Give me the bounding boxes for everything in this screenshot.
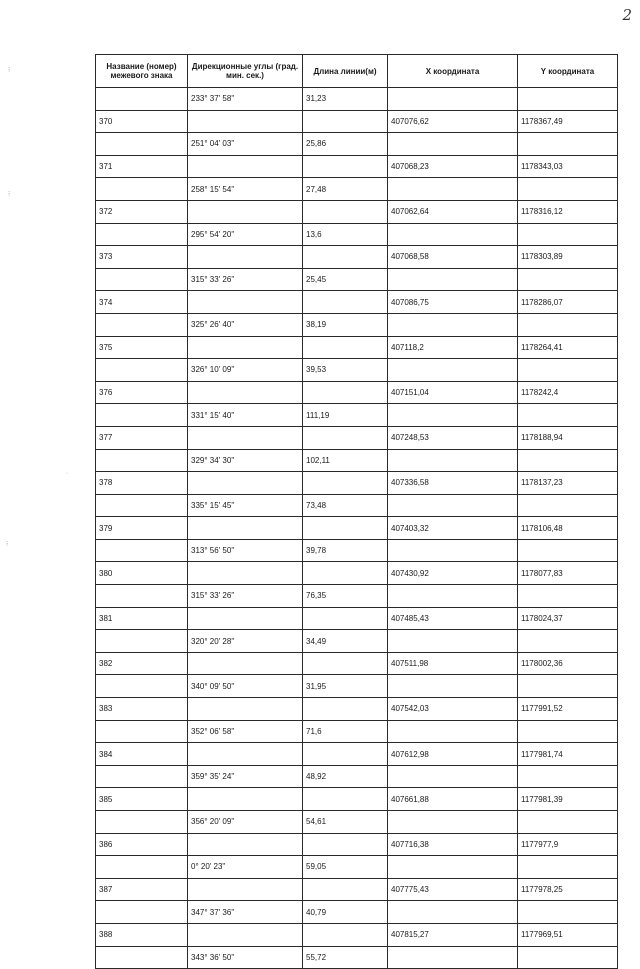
point-row xyxy=(96,652,618,675)
cell-y: 1178367,49 xyxy=(518,110,618,133)
cell-y: 1178242,4 xyxy=(518,381,618,404)
cell-y: 1178137,23 xyxy=(518,472,618,495)
cell-x xyxy=(388,539,518,562)
scan-artifact: ⁝ xyxy=(8,191,11,198)
cell-name: 388 xyxy=(96,923,188,946)
cell-angle: 352° 06' 58" xyxy=(188,720,303,743)
cell-x: 407403,32 xyxy=(388,517,518,540)
cell-length: 40,79 xyxy=(303,901,388,924)
cell-x: 407661,88 xyxy=(388,788,518,811)
line-row xyxy=(96,539,618,562)
cell-y xyxy=(518,675,618,698)
cell-name xyxy=(96,313,188,336)
cell-angle: 326° 10' 09" xyxy=(188,359,303,382)
cell-name xyxy=(96,946,188,969)
cell-name xyxy=(96,359,188,382)
cell-name xyxy=(96,539,188,562)
cell-name xyxy=(96,223,188,246)
cell-x: 407336,58 xyxy=(388,472,518,495)
cell-x xyxy=(388,901,518,924)
cell-angle xyxy=(188,246,303,269)
cell-y xyxy=(518,404,618,427)
cell-length: 27,48 xyxy=(303,178,388,201)
cell-angle: 0° 20' 23" xyxy=(188,856,303,879)
cell-name: 387 xyxy=(96,878,188,901)
point-row xyxy=(96,155,618,178)
cell-length xyxy=(303,426,388,449)
cell-y xyxy=(518,811,618,834)
cell-name: 379 xyxy=(96,517,188,540)
cell-x xyxy=(388,223,518,246)
header-x: X координата xyxy=(388,55,518,88)
cell-y: 1178303,89 xyxy=(518,246,618,269)
cell-angle: 340° 09' 50" xyxy=(188,675,303,698)
cell-angle xyxy=(188,788,303,811)
cell-x: 407815,27 xyxy=(388,923,518,946)
cell-x xyxy=(388,720,518,743)
cell-length: 31,23 xyxy=(303,88,388,111)
cell-x xyxy=(388,178,518,201)
cell-y: 1178106,48 xyxy=(518,517,618,540)
line-row xyxy=(96,178,618,201)
header-name: Название (номер) межевого знака xyxy=(96,55,188,88)
cell-length xyxy=(303,336,388,359)
cell-name: 374 xyxy=(96,291,188,314)
cell-length: 76,35 xyxy=(303,585,388,608)
cell-angle xyxy=(188,155,303,178)
cell-name xyxy=(96,585,188,608)
cell-name xyxy=(96,856,188,879)
cell-x xyxy=(388,449,518,472)
cell-y: 1178024,37 xyxy=(518,607,618,630)
cell-length: 39,78 xyxy=(303,539,388,562)
cell-length xyxy=(303,200,388,223)
cell-angle xyxy=(188,200,303,223)
cell-name xyxy=(96,88,188,111)
point-row xyxy=(96,878,618,901)
point-row xyxy=(96,336,618,359)
point-row xyxy=(96,517,618,540)
cell-y: 1177978,25 xyxy=(518,878,618,901)
point-row xyxy=(96,788,618,811)
cell-length: 34,49 xyxy=(303,630,388,653)
point-row xyxy=(96,291,618,314)
line-row xyxy=(96,359,618,382)
cell-length xyxy=(303,110,388,133)
cell-angle xyxy=(188,743,303,766)
cell-length xyxy=(303,472,388,495)
cell-angle: 347° 37' 36" xyxy=(188,901,303,924)
cell-x: 407775,43 xyxy=(388,878,518,901)
cell-x xyxy=(388,675,518,698)
document-sheet xyxy=(95,54,617,962)
cell-angle: 359° 35' 24" xyxy=(188,765,303,788)
cell-name: 385 xyxy=(96,788,188,811)
cell-angle xyxy=(188,923,303,946)
cell-y xyxy=(518,946,618,969)
cell-y: 1178286,07 xyxy=(518,291,618,314)
cell-x xyxy=(388,359,518,382)
cell-y xyxy=(518,449,618,472)
cell-angle xyxy=(188,472,303,495)
cell-length xyxy=(303,878,388,901)
cell-length: 102,11 xyxy=(303,449,388,472)
cell-angle: 329° 34' 30" xyxy=(188,449,303,472)
line-row xyxy=(96,404,618,427)
line-row xyxy=(96,901,618,924)
cell-angle xyxy=(188,652,303,675)
scan-artifact: · xyxy=(66,470,69,477)
point-row xyxy=(96,246,618,269)
cell-angle xyxy=(188,833,303,856)
cell-length xyxy=(303,788,388,811)
line-row xyxy=(96,494,618,517)
cell-x xyxy=(388,630,518,653)
cell-length: 39,53 xyxy=(303,359,388,382)
cell-length xyxy=(303,517,388,540)
cell-y xyxy=(518,630,618,653)
cell-name: 371 xyxy=(96,155,188,178)
cell-name xyxy=(96,675,188,698)
table-body xyxy=(96,88,618,969)
header-y: Y координата xyxy=(518,55,618,88)
cell-y xyxy=(518,765,618,788)
cell-angle xyxy=(188,336,303,359)
line-row xyxy=(96,630,618,653)
cell-name: 373 xyxy=(96,246,188,269)
cell-length: 111,19 xyxy=(303,404,388,427)
cell-y xyxy=(518,720,618,743)
line-row xyxy=(96,811,618,834)
cell-angle: 343° 36' 50" xyxy=(188,946,303,969)
cell-name: 376 xyxy=(96,381,188,404)
cell-length: 13,6 xyxy=(303,223,388,246)
cell-x xyxy=(388,133,518,156)
cell-angle xyxy=(188,698,303,721)
cell-angle: 313° 56' 50" xyxy=(188,539,303,562)
line-row xyxy=(96,268,618,291)
cell-name xyxy=(96,720,188,743)
line-row xyxy=(96,133,618,156)
cell-length xyxy=(303,923,388,946)
point-row xyxy=(96,607,618,630)
cell-angle: 251° 04' 03" xyxy=(188,133,303,156)
cell-length xyxy=(303,155,388,178)
cell-y: 1178264,41 xyxy=(518,336,618,359)
point-row xyxy=(96,472,618,495)
cell-name xyxy=(96,901,188,924)
cell-x: 407068,58 xyxy=(388,246,518,269)
cell-name xyxy=(96,630,188,653)
cell-length: 38,19 xyxy=(303,313,388,336)
page-number-mark: 2 xyxy=(622,6,632,24)
cell-length: 31,95 xyxy=(303,675,388,698)
cell-length xyxy=(303,562,388,585)
cell-name xyxy=(96,178,188,201)
cell-x: 407430,92 xyxy=(388,562,518,585)
cell-name: 378 xyxy=(96,472,188,495)
line-row xyxy=(96,449,618,472)
cell-angle: 335° 15' 45" xyxy=(188,494,303,517)
cell-y xyxy=(518,133,618,156)
cell-angle xyxy=(188,110,303,133)
line-row xyxy=(96,223,618,246)
cell-x xyxy=(388,88,518,111)
cell-angle xyxy=(188,381,303,404)
cell-x: 407612,98 xyxy=(388,743,518,766)
cell-angle xyxy=(188,517,303,540)
cell-x xyxy=(388,856,518,879)
point-row xyxy=(96,562,618,585)
cell-length: 25,45 xyxy=(303,268,388,291)
cell-x: 407511,98 xyxy=(388,652,518,675)
cell-y: 1177981,39 xyxy=(518,788,618,811)
line-row xyxy=(96,675,618,698)
coordinates-table xyxy=(95,54,618,969)
cell-length xyxy=(303,743,388,766)
cell-name: 382 xyxy=(96,652,188,675)
cell-angle: 320° 20' 28" xyxy=(188,630,303,653)
cell-angle: 233° 37' 58" xyxy=(188,88,303,111)
point-row xyxy=(96,110,618,133)
cell-x: 407118,2 xyxy=(388,336,518,359)
cell-name: 381 xyxy=(96,607,188,630)
cell-length xyxy=(303,833,388,856)
cell-length xyxy=(303,607,388,630)
cell-name: 384 xyxy=(96,743,188,766)
cell-x xyxy=(388,585,518,608)
cell-angle xyxy=(188,562,303,585)
cell-x: 407485,43 xyxy=(388,607,518,630)
point-row xyxy=(96,426,618,449)
header-angle: Дирекционные углы (град. мин. сек.) xyxy=(188,55,303,88)
cell-name xyxy=(96,811,188,834)
cell-x: 407542,03 xyxy=(388,698,518,721)
cell-name: 372 xyxy=(96,200,188,223)
scan-artifact: ⁝ xyxy=(6,541,9,548)
cell-angle xyxy=(188,878,303,901)
cell-name: 370 xyxy=(96,110,188,133)
cell-y xyxy=(518,494,618,517)
cell-angle xyxy=(188,291,303,314)
point-row xyxy=(96,923,618,946)
line-row xyxy=(96,88,618,111)
cell-y: 1178002,36 xyxy=(518,652,618,675)
cell-x: 407068,23 xyxy=(388,155,518,178)
cell-x: 407062,64 xyxy=(388,200,518,223)
cell-x: 407151,04 xyxy=(388,381,518,404)
cell-name: 383 xyxy=(96,698,188,721)
line-row xyxy=(96,856,618,879)
cell-name: 380 xyxy=(96,562,188,585)
cell-length: 71,6 xyxy=(303,720,388,743)
cell-angle xyxy=(188,426,303,449)
cell-x: 407086,75 xyxy=(388,291,518,314)
cell-name xyxy=(96,494,188,517)
cell-angle xyxy=(188,607,303,630)
cell-length: 59,05 xyxy=(303,856,388,879)
point-row xyxy=(96,833,618,856)
cell-y xyxy=(518,901,618,924)
point-row xyxy=(96,381,618,404)
cell-x: 407076,62 xyxy=(388,110,518,133)
cell-name xyxy=(96,404,188,427)
cell-name: 375 xyxy=(96,336,188,359)
cell-y: 1178077,83 xyxy=(518,562,618,585)
cell-y xyxy=(518,268,618,291)
cell-y xyxy=(518,585,618,608)
cell-angle: 295° 54' 20" xyxy=(188,223,303,246)
cell-y xyxy=(518,178,618,201)
cell-y: 1177969,51 xyxy=(518,923,618,946)
cell-angle: 315° 33' 26" xyxy=(188,585,303,608)
cell-name xyxy=(96,765,188,788)
scan-artifact: ⁝ xyxy=(8,67,11,74)
cell-length xyxy=(303,246,388,269)
cell-angle: 356° 20' 09" xyxy=(188,811,303,834)
table-header xyxy=(96,55,618,88)
cell-y xyxy=(518,539,618,562)
cell-length: 55,72 xyxy=(303,946,388,969)
cell-length xyxy=(303,698,388,721)
cell-y: 1177981,74 xyxy=(518,743,618,766)
cell-angle: 315° 33' 26" xyxy=(188,268,303,291)
cell-y xyxy=(518,223,618,246)
cell-y xyxy=(518,359,618,382)
cell-x: 407248,53 xyxy=(388,426,518,449)
line-row xyxy=(96,765,618,788)
cell-name: 386 xyxy=(96,833,188,856)
cell-y: 1178188,94 xyxy=(518,426,618,449)
cell-y xyxy=(518,313,618,336)
cell-name xyxy=(96,268,188,291)
cell-length: 48,92 xyxy=(303,765,388,788)
cell-y xyxy=(518,856,618,879)
point-row xyxy=(96,200,618,223)
line-row xyxy=(96,946,618,969)
cell-x xyxy=(388,494,518,517)
cell-x xyxy=(388,811,518,834)
cell-x xyxy=(388,268,518,291)
cell-y: 1178316,12 xyxy=(518,200,618,223)
cell-y: 1177991,52 xyxy=(518,698,618,721)
cell-name xyxy=(96,449,188,472)
cell-y xyxy=(518,88,618,111)
cell-length: 54,61 xyxy=(303,811,388,834)
header-length: Длина линии(м) xyxy=(303,55,388,88)
cell-length xyxy=(303,381,388,404)
cell-length: 73,48 xyxy=(303,494,388,517)
cell-x xyxy=(388,946,518,969)
cell-angle: 258° 15' 54" xyxy=(188,178,303,201)
cell-angle: 331° 15' 40" xyxy=(188,404,303,427)
cell-y: 1178343,03 xyxy=(518,155,618,178)
cell-length xyxy=(303,291,388,314)
point-row xyxy=(96,698,618,721)
cell-x: 407716,38 xyxy=(388,833,518,856)
cell-length xyxy=(303,652,388,675)
cell-angle: 325° 26' 40" xyxy=(188,313,303,336)
line-row xyxy=(96,585,618,608)
cell-x xyxy=(388,404,518,427)
point-row xyxy=(96,743,618,766)
line-row xyxy=(96,313,618,336)
cell-x xyxy=(388,765,518,788)
line-row xyxy=(96,720,618,743)
cell-y: 1177977,9 xyxy=(518,833,618,856)
cell-length: 25,86 xyxy=(303,133,388,156)
cell-name: 377 xyxy=(96,426,188,449)
cell-x xyxy=(388,313,518,336)
cell-name xyxy=(96,133,188,156)
